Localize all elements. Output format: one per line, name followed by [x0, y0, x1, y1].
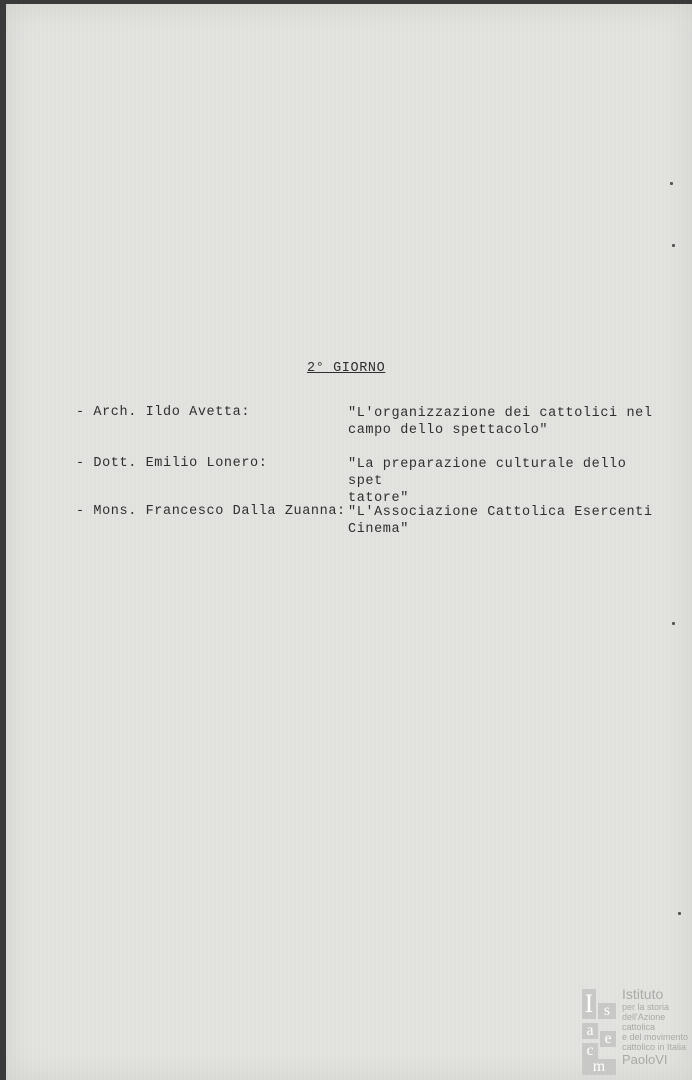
paper-speck — [678, 912, 681, 915]
paper-speck — [672, 622, 675, 625]
institute-logo — [580, 987, 692, 1075]
talk-title: "La preparazione culturale dello spet tatore" — [348, 457, 627, 506]
logo-mark: I s a e c m — [580, 987, 620, 1075]
day-heading: 2° GIORNO — [307, 361, 386, 376]
logo-text: Istituto per la storia dell'Azione cattolica e del movimento cattolico in Italia PaoloVI — [622, 986, 689, 1067]
talk-title: "L'organizzazione dei cattolici nel campo dello spettacolo" — [348, 406, 653, 438]
paper-speck — [672, 244, 675, 247]
speaker-name: - Mons. Francesco Dalla Zuanna: — [76, 504, 346, 519]
talk-title: "L'Associazione Cattolica Esercenti Cinema" — [348, 505, 653, 537]
speaker-name: - Dott. Emilio Lonero: — [76, 456, 268, 471]
paper-speck — [670, 182, 673, 185]
document-page — [6, 4, 692, 1080]
speaker-name: - Arch. Ildo Avetta: — [76, 405, 251, 420]
